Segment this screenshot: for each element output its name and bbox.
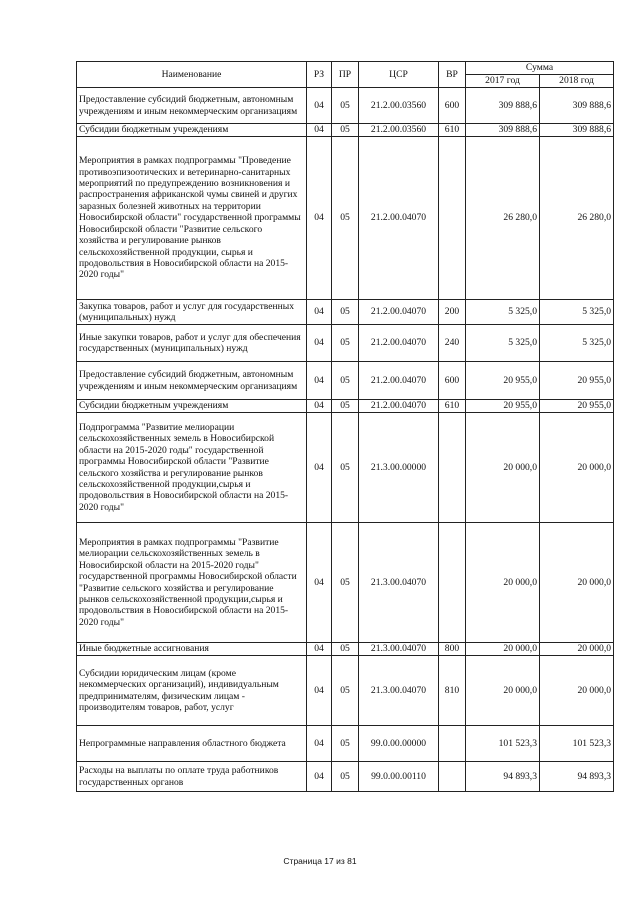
header-year-2017: 2017 год — [466, 75, 540, 88]
row-pr: 05 — [332, 656, 359, 726]
row-sum-2018: 101 523,3 — [540, 726, 614, 762]
row-rz: 04 — [307, 300, 332, 325]
table-row — [77, 124, 614, 137]
row-csr: 21.2.00.03560 — [359, 88, 439, 124]
row-vr: 810 — [439, 656, 466, 726]
header-name: Наименование — [77, 62, 307, 88]
row-pr: 05 — [332, 362, 359, 400]
row-sum-2018: 26 280,0 — [540, 137, 614, 300]
row-vr — [439, 413, 466, 523]
row-rz: 04 — [307, 413, 332, 523]
row-name: Мероприятия в рамках подпрограммы "Развитие мелиорации сельскохозяйственных земель в Новосибирской области на 2015-2020 годы" государственной программы Новосибирской области "Развитие сельского хозяйства и регулирование рынков сельскохозяйственной продукции,сырья и продовольствия в Новосибирской области на 2015-2020 годы" — [77, 523, 307, 643]
row-sum-2018: 309 888,6 — [540, 88, 614, 124]
row-sum-2017: 20 000,0 — [466, 523, 540, 643]
row-pr: 05 — [332, 726, 359, 762]
row-sum-2018: 20 000,0 — [540, 656, 614, 726]
row-sum-2017: 101 523,3 — [466, 726, 540, 762]
row-rz: 04 — [307, 523, 332, 643]
row-csr: 21.2.00.04070 — [359, 325, 439, 362]
table-row — [77, 656, 614, 726]
row-csr: 21.3.00.04070 — [359, 643, 439, 656]
row-csr: 21.3.00.00000 — [359, 413, 439, 523]
row-rz: 04 — [307, 762, 332, 792]
row-rz: 04 — [307, 137, 332, 300]
row-sum-2018: 20 000,0 — [540, 523, 614, 643]
row-name: Субсидии бюджетным учреждениям — [77, 124, 307, 137]
row-name: Подпрограмма "Развитие мелиорации сельскохозяйственных земель в Новосибирской области на 2015-2020 годы" государственной программы Новосибирской области "Развитие сельского хозяйства и регулирование рынков сельскохозяйственной продукции,сырья и продовольствия в Новосибирской области на 2015-2020 годы" — [77, 413, 307, 523]
row-vr — [439, 726, 466, 762]
row-name: Субсидии юридическим лицам (кроме некоммерческих организаций), индивидуальным предпринимателям, физическим лицам - производителям товаров, работ, услуг — [77, 656, 307, 726]
row-sum-2017: 20 000,0 — [466, 643, 540, 656]
table-row — [77, 413, 614, 523]
row-csr: 21.2.00.03560 — [359, 124, 439, 137]
row-vr — [439, 137, 466, 300]
row-sum-2017: 5 325,0 — [466, 325, 540, 362]
row-sum-2018: 20 000,0 — [540, 643, 614, 656]
row-vr — [439, 523, 466, 643]
row-pr: 05 — [332, 643, 359, 656]
row-vr: 800 — [439, 643, 466, 656]
row-vr: 240 — [439, 325, 466, 362]
row-name: Мероприятия в рамках подпрограммы "Проведение противоэпизоотических и ветеринарно-санитарных мероприятий по предупреждению возникновения и распространения африканской чумы свиней и других заразных болезней животных на территории Новосибирской области" государственной программы Новосибирской области "Развитие сельского хозяйства и регулирование рынков сельскохозяйственной продукции, сырья и продовольствия в Новосибирской области на 2015-2020 годы" — [77, 137, 307, 300]
row-name: Иные закупки товаров, работ и услуг для обеспечения государственных (муниципальных) нужд — [77, 325, 307, 362]
row-sum-2018: 5 325,0 — [540, 300, 614, 325]
table-row — [77, 325, 614, 362]
page-number: Страница 17 из 81 — [283, 856, 357, 866]
row-csr: 21.2.00.04070 — [359, 300, 439, 325]
row-sum-2017: 20 955,0 — [466, 400, 540, 413]
row-vr: 610 — [439, 400, 466, 413]
row-vr: 610 — [439, 124, 466, 137]
row-rz: 04 — [307, 124, 332, 137]
row-vr: 600 — [439, 88, 466, 124]
row-pr: 05 — [332, 88, 359, 124]
row-sum-2017: 26 280,0 — [466, 137, 540, 300]
row-name: Иные бюджетные ассигнования — [77, 643, 307, 656]
header-pr: ПР — [332, 62, 359, 88]
row-pr: 05 — [332, 325, 359, 362]
table-row — [77, 400, 614, 413]
row-pr: 05 — [332, 523, 359, 643]
table-row — [77, 362, 614, 400]
row-csr: 21.2.00.04070 — [359, 137, 439, 300]
row-csr: 99.0.00.00110 — [359, 762, 439, 792]
row-csr: 21.3.00.04070 — [359, 523, 439, 643]
row-rz: 04 — [307, 362, 332, 400]
row-name: Расходы на выплаты по оплате труда работников государственных органов — [77, 762, 307, 792]
row-sum-2018: 94 893,3 — [540, 762, 614, 792]
row-csr: 99.0.00.00000 — [359, 726, 439, 762]
row-name: Субсидии бюджетным учреждениям — [77, 400, 307, 413]
table-row — [77, 88, 614, 124]
row-sum-2018: 20 000,0 — [540, 413, 614, 523]
row-sum-2017: 94 893,3 — [466, 762, 540, 792]
row-rz: 04 — [307, 88, 332, 124]
row-sum-2017: 20 000,0 — [466, 656, 540, 726]
row-pr: 05 — [332, 400, 359, 413]
row-name: Закупка товаров, работ и услуг для государственных (муниципальных) нужд — [77, 300, 307, 325]
row-rz: 04 — [307, 656, 332, 726]
table-row — [77, 762, 614, 792]
row-pr: 05 — [332, 300, 359, 325]
row-sum-2017: 309 888,6 — [466, 124, 540, 137]
row-vr — [439, 762, 466, 792]
header-rz: РЗ — [307, 62, 332, 88]
row-name: Предоставление субсидий бюджетным, автономным учреждениям и иным некоммерческим организациям — [77, 362, 307, 400]
row-csr: 21.2.00.04070 — [359, 362, 439, 400]
row-rz: 04 — [307, 726, 332, 762]
row-sum-2017: 309 888,6 — [466, 88, 540, 124]
row-sum-2017: 20 000,0 — [466, 413, 540, 523]
header-csr: ЦСР — [359, 62, 439, 88]
table-row — [77, 137, 614, 300]
header-year-2018: 2018 год — [540, 75, 614, 88]
table-row — [77, 300, 614, 325]
row-sum-2017: 5 325,0 — [466, 300, 540, 325]
table-row — [77, 726, 614, 762]
header-sum: Сумма — [466, 62, 614, 75]
table-row — [77, 523, 614, 643]
row-vr: 200 — [439, 300, 466, 325]
row-pr: 05 — [332, 762, 359, 792]
row-sum-2018: 20 955,0 — [540, 400, 614, 413]
table-row — [77, 643, 614, 656]
row-rz: 04 — [307, 325, 332, 362]
row-csr: 21.3.00.04070 — [359, 656, 439, 726]
budget-table — [76, 61, 614, 792]
header-vr: ВР — [439, 62, 466, 88]
row-pr: 05 — [332, 137, 359, 300]
row-pr: 05 — [332, 413, 359, 523]
row-vr: 600 — [439, 362, 466, 400]
row-csr: 21.2.00.04070 — [359, 400, 439, 413]
row-pr: 05 — [332, 124, 359, 137]
row-rz: 04 — [307, 643, 332, 656]
row-sum-2017: 20 955,0 — [466, 362, 540, 400]
row-sum-2018: 309 888,6 — [540, 124, 614, 137]
row-name: Предоставление субсидий бюджетным, автономным учреждениям и иным некоммерческим организациям — [77, 88, 307, 124]
row-rz: 04 — [307, 400, 332, 413]
row-sum-2018: 20 955,0 — [540, 362, 614, 400]
row-name: Непрограммные направления областного бюджета — [77, 726, 307, 762]
row-sum-2018: 5 325,0 — [540, 325, 614, 362]
